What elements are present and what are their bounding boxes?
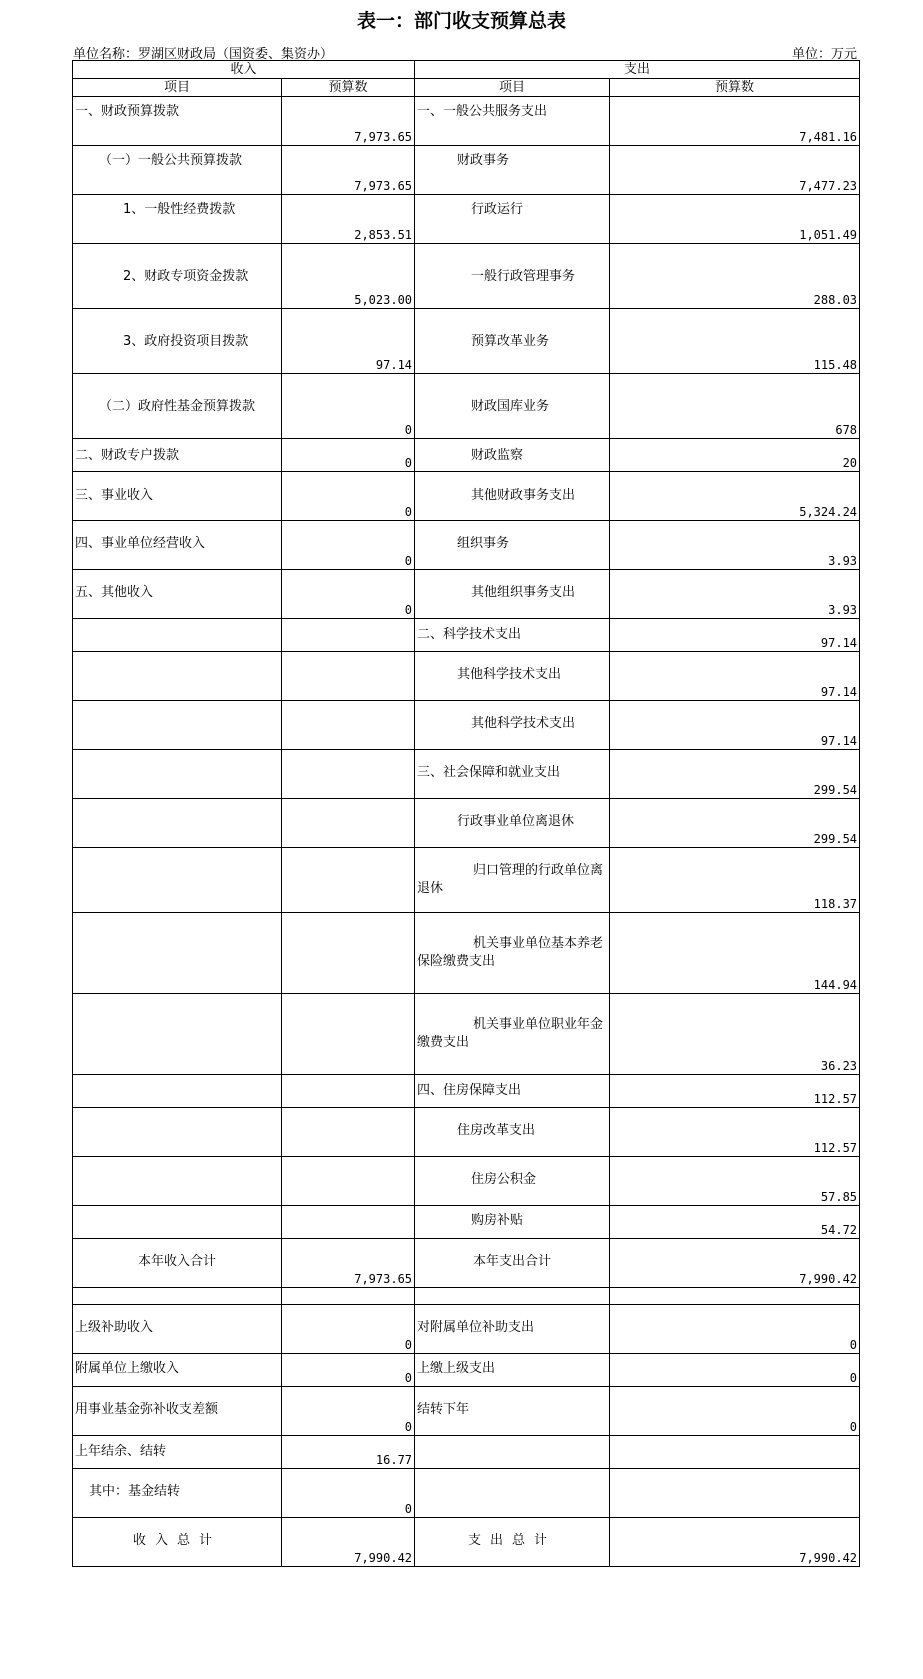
table-row bbox=[73, 701, 860, 750]
income-item: 2、财政专项资金拨款 bbox=[73, 244, 282, 309]
income-value: 0 bbox=[282, 1354, 415, 1387]
table-row bbox=[73, 146, 860, 195]
expense-budget-header: 预算数 bbox=[610, 79, 860, 97]
expense-value: 36.23 bbox=[610, 994, 860, 1075]
expense-item: 财政事务 bbox=[415, 146, 610, 195]
expense-subtotal-label: 本年支出合计 bbox=[415, 1239, 610, 1288]
income-subtotal-label: 本年收入合计 bbox=[73, 1239, 282, 1288]
income-value bbox=[282, 701, 415, 750]
income-grand-total-label: 收入总计 bbox=[73, 1518, 282, 1567]
expense-value: 54.72 bbox=[610, 1206, 860, 1239]
expense-item: 机关事业单位职业年金缴费支出 bbox=[415, 994, 610, 1075]
table-row bbox=[73, 1387, 860, 1436]
table-row bbox=[73, 1436, 860, 1469]
income-item: 一、财政预算拨款 bbox=[73, 97, 282, 146]
expense-value: 1,051.49 bbox=[610, 195, 860, 244]
table-row bbox=[73, 309, 860, 374]
currency-unit-label: 单位：万元 bbox=[791, 47, 857, 62]
unit-name-label: 单位名称：罗湖区财政局（国资委、集资办） bbox=[73, 47, 334, 62]
table-row-spacer bbox=[73, 1288, 860, 1305]
expense-item: 财政国库业务 bbox=[415, 374, 610, 439]
table-row bbox=[73, 570, 860, 619]
income-value bbox=[282, 1206, 415, 1239]
expense-item: 结转下年 bbox=[415, 1387, 610, 1436]
table-row bbox=[73, 521, 860, 570]
expense-item: 四、住房保障支出 bbox=[415, 1075, 610, 1108]
expense-value: 678 bbox=[610, 374, 860, 439]
income-item: （一）一般公共预算拨款 bbox=[73, 146, 282, 195]
expense-item: 二、科学技术支出 bbox=[415, 619, 610, 652]
expense-item: 财政监察 bbox=[415, 439, 610, 472]
income-value: 5,023.00 bbox=[282, 244, 415, 309]
income-item: 用事业基金弥补收支差额 bbox=[73, 1387, 282, 1436]
expense-value: 57.85 bbox=[610, 1157, 860, 1206]
expense-value: 97.14 bbox=[610, 701, 860, 750]
income-item bbox=[73, 913, 282, 994]
expense-item: 购房补贴 bbox=[415, 1206, 610, 1239]
income-item: 其中：基金结转 bbox=[73, 1469, 282, 1518]
expense-item: 一、一般公共服务支出 bbox=[415, 97, 610, 146]
table-row bbox=[73, 97, 860, 146]
expense-value bbox=[610, 1436, 860, 1469]
expense-value: 288.03 bbox=[610, 244, 860, 309]
income-value: 0 bbox=[282, 1305, 415, 1354]
expense-item: 其他财政事务支出 bbox=[415, 472, 610, 521]
page-title: 表一：部门收支预算总表 bbox=[356, 10, 566, 32]
table-row bbox=[73, 994, 860, 1075]
expense-item: 归口管理的行政单位离退休 bbox=[415, 848, 610, 913]
income-value bbox=[282, 652, 415, 701]
expense-value: 5,324.24 bbox=[610, 472, 860, 521]
budget-summary-table bbox=[72, 60, 860, 1567]
expense-value: 0 bbox=[610, 1387, 860, 1436]
table-row bbox=[73, 652, 860, 701]
table-row bbox=[73, 1206, 860, 1239]
table-row bbox=[73, 1518, 860, 1567]
table-row bbox=[73, 244, 860, 309]
table-row bbox=[73, 913, 860, 994]
income-item: 四、事业单位经营收入 bbox=[73, 521, 282, 570]
expense-value: 115.48 bbox=[610, 309, 860, 374]
income-item bbox=[73, 750, 282, 799]
table-row bbox=[73, 195, 860, 244]
income-item: 上级补助收入 bbox=[73, 1305, 282, 1354]
expense-value: 3.93 bbox=[610, 570, 860, 619]
income-item-header: 项目 bbox=[73, 79, 282, 97]
income-value: 0 bbox=[282, 472, 415, 521]
income-item bbox=[73, 701, 282, 750]
income-item: 3、政府投资项目拨款 bbox=[73, 309, 282, 374]
expense-item: 其他科学技术支出 bbox=[415, 652, 610, 701]
income-value: 97.14 bbox=[282, 309, 415, 374]
table-row bbox=[73, 799, 860, 848]
income-item bbox=[73, 848, 282, 913]
income-value: 0 bbox=[282, 521, 415, 570]
income-value: 0 bbox=[282, 374, 415, 439]
income-value: 0 bbox=[282, 1469, 415, 1518]
table-row bbox=[73, 848, 860, 913]
income-value bbox=[282, 848, 415, 913]
table-row bbox=[73, 1157, 860, 1206]
table-row bbox=[73, 374, 860, 439]
expense-value: 97.14 bbox=[610, 652, 860, 701]
expense-item bbox=[415, 1436, 610, 1469]
expense-value: 20 bbox=[610, 439, 860, 472]
income-value bbox=[282, 1157, 415, 1206]
table-row bbox=[73, 750, 860, 799]
income-item bbox=[73, 652, 282, 701]
income-value: 0 bbox=[282, 570, 415, 619]
expense-item: 住房公积金 bbox=[415, 1157, 610, 1206]
expense-value: 7,481.16 bbox=[610, 97, 860, 146]
income-value bbox=[282, 619, 415, 652]
expense-item: 机关事业单位基本养老保险缴费支出 bbox=[415, 913, 610, 994]
expense-group-header: 支出 bbox=[415, 61, 860, 79]
expense-value bbox=[610, 1469, 860, 1518]
income-item bbox=[73, 1288, 282, 1305]
expense-item: 对附属单位补助支出 bbox=[415, 1305, 610, 1354]
income-item bbox=[73, 1157, 282, 1206]
expense-value: 112.57 bbox=[610, 1108, 860, 1157]
income-item bbox=[73, 619, 282, 652]
expense-value: 97.14 bbox=[610, 619, 860, 652]
expense-item: 组织事务 bbox=[415, 521, 610, 570]
income-value: 0 bbox=[282, 1387, 415, 1436]
expense-item: 一般行政管理事务 bbox=[415, 244, 610, 309]
income-item: 二、财政专户拨款 bbox=[73, 439, 282, 472]
income-item bbox=[73, 1206, 282, 1239]
income-value bbox=[282, 1108, 415, 1157]
income-item bbox=[73, 994, 282, 1075]
expense-value: 118.37 bbox=[610, 848, 860, 913]
table-row bbox=[73, 1239, 860, 1288]
expense-grand-total-value: 7,990.42 bbox=[610, 1518, 860, 1567]
income-value bbox=[282, 913, 415, 994]
income-item: 1、一般性经费拨款 bbox=[73, 195, 282, 244]
expense-value: 0 bbox=[610, 1354, 860, 1387]
expense-item: 住房改革支出 bbox=[415, 1108, 610, 1157]
table-row bbox=[73, 1305, 860, 1354]
table-row bbox=[73, 1469, 860, 1518]
income-value: 0 bbox=[282, 439, 415, 472]
expense-subtotal-value: 7,990.42 bbox=[610, 1239, 860, 1288]
income-item: 上年结余、结转 bbox=[73, 1436, 282, 1469]
expense-value: 112.57 bbox=[610, 1075, 860, 1108]
income-item bbox=[73, 799, 282, 848]
table-row bbox=[73, 1354, 860, 1387]
income-value: 2,853.51 bbox=[282, 195, 415, 244]
income-item: 三、事业收入 bbox=[73, 472, 282, 521]
income-value bbox=[282, 994, 415, 1075]
income-item bbox=[73, 1075, 282, 1108]
expense-value: 7,477.23 bbox=[610, 146, 860, 195]
table-group-header-row bbox=[73, 61, 860, 79]
income-item: （二）政府性基金预算拨款 bbox=[73, 374, 282, 439]
income-value bbox=[282, 799, 415, 848]
income-item: 附属单位上缴收入 bbox=[73, 1354, 282, 1387]
expense-value: 299.54 bbox=[610, 750, 860, 799]
expense-item-header: 项目 bbox=[415, 79, 610, 97]
table-row bbox=[73, 1108, 860, 1157]
expense-item: 三、社会保障和就业支出 bbox=[415, 750, 610, 799]
expense-item: 预算改革业务 bbox=[415, 309, 610, 374]
expense-item: 行政运行 bbox=[415, 195, 610, 244]
expense-item bbox=[415, 1469, 610, 1518]
expense-value: 3.93 bbox=[610, 521, 860, 570]
income-budget-header: 预算数 bbox=[282, 79, 415, 97]
expense-value bbox=[610, 1288, 860, 1305]
table-row bbox=[73, 1075, 860, 1108]
income-grand-total-value: 7,990.42 bbox=[282, 1518, 415, 1567]
income-item: 五、其他收入 bbox=[73, 570, 282, 619]
expense-value: 299.54 bbox=[610, 799, 860, 848]
table-column-header-row bbox=[73, 79, 860, 97]
income-value bbox=[282, 1288, 415, 1305]
income-subtotal-value: 7,973.65 bbox=[282, 1239, 415, 1288]
expense-item bbox=[415, 1288, 610, 1305]
expense-item: 上缴上级支出 bbox=[415, 1354, 610, 1387]
table-row bbox=[73, 439, 860, 472]
expense-item: 其他科学技术支出 bbox=[415, 701, 610, 750]
expense-item: 其他组织事务支出 bbox=[415, 570, 610, 619]
income-value bbox=[282, 750, 415, 799]
expense-value: 0 bbox=[610, 1305, 860, 1354]
income-value bbox=[282, 1075, 415, 1108]
expense-item: 行政事业单位离退休 bbox=[415, 799, 610, 848]
expense-grand-total-label: 支出总计 bbox=[415, 1518, 610, 1567]
income-value: 7,973.65 bbox=[282, 146, 415, 195]
table-row bbox=[73, 472, 860, 521]
income-group-header: 收入 bbox=[73, 61, 415, 79]
income-value: 16.77 bbox=[282, 1436, 415, 1469]
income-item bbox=[73, 1108, 282, 1157]
expense-value: 144.94 bbox=[610, 913, 860, 994]
income-value: 7,973.65 bbox=[282, 97, 415, 146]
table-row bbox=[73, 619, 860, 652]
